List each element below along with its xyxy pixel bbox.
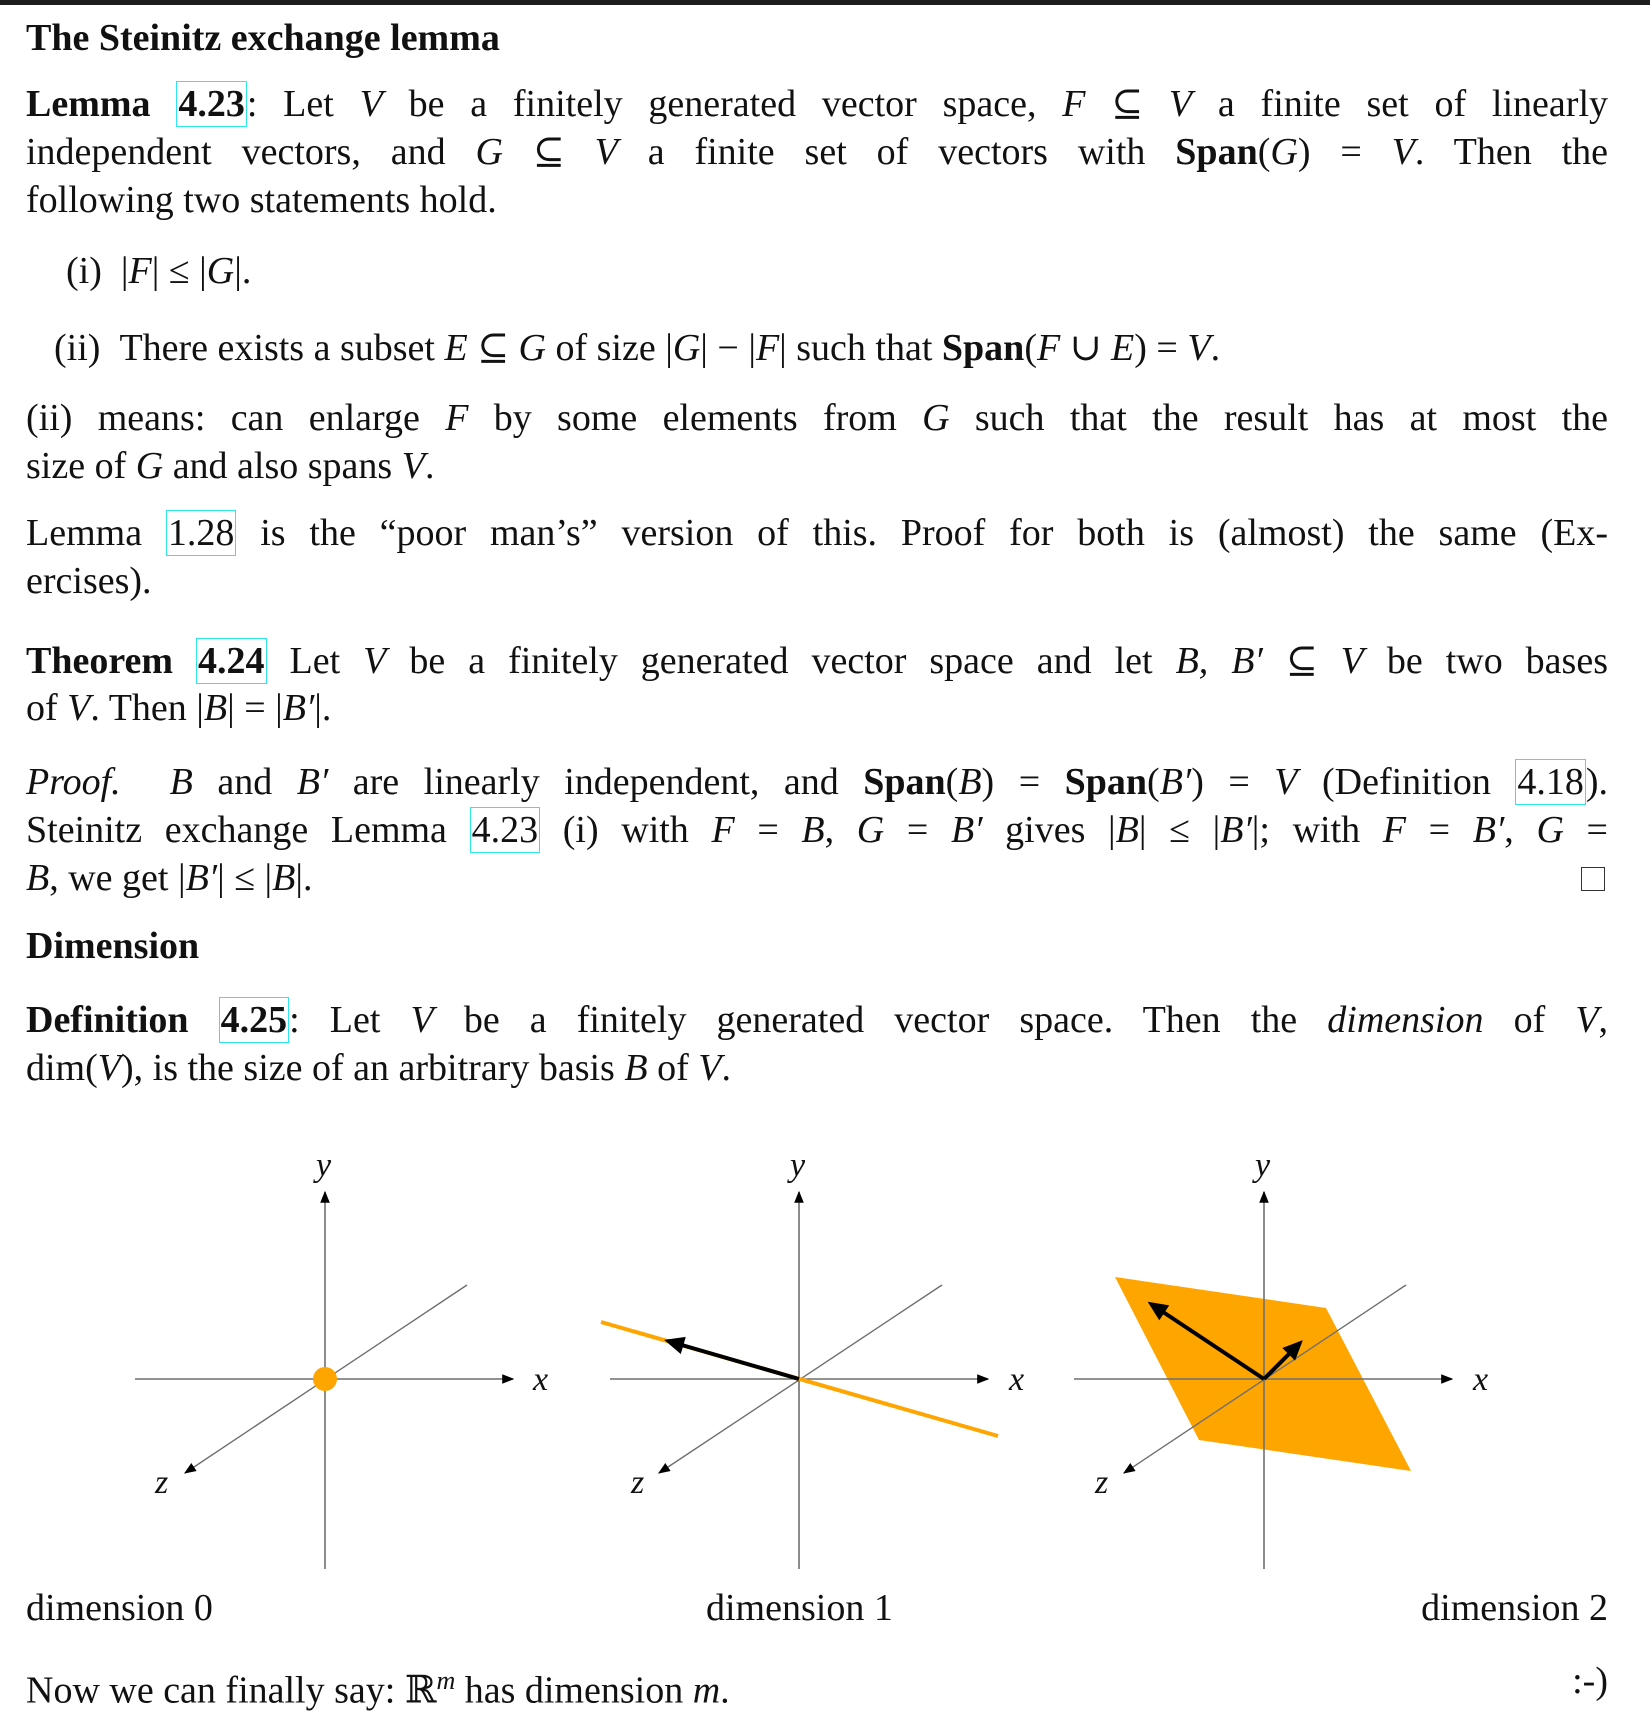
math-var: G <box>922 397 950 439</box>
math-paren: ( <box>1257 131 1271 173</box>
definition-label: Definition <box>26 999 189 1041</box>
math-var: m <box>692 1669 721 1712</box>
math-var: B′ <box>950 809 983 851</box>
lemma-1-28-ref-link[interactable]: 1.28 <box>167 512 235 554</box>
math-var: F <box>128 250 152 292</box>
math-paren: ( <box>1147 761 1160 803</box>
math-var: B′ <box>1472 809 1505 851</box>
z-axis-label: z <box>1095 1464 1109 1501</box>
math-var: F <box>1062 83 1086 125</box>
math-op: = <box>884 809 951 851</box>
text: Let <box>266 640 364 682</box>
text: . <box>424 445 435 487</box>
math-var: B <box>203 687 228 729</box>
math-op: | = | <box>227 687 283 729</box>
math-span: Span <box>863 761 946 803</box>
math-var: G <box>856 809 885 851</box>
text: such that the result has at most the <box>949 397 1608 439</box>
caption-dimension-2: dimension 2 <box>1421 1587 1608 1629</box>
text: : Let <box>246 83 360 125</box>
math-op: | ≤ | <box>151 250 207 292</box>
math-var: V <box>410 999 434 1041</box>
text: size of <box>26 445 136 487</box>
text: of <box>1483 999 1576 1041</box>
text: of <box>26 687 68 729</box>
math-var: F <box>445 397 469 439</box>
caption-dimension-1: dimension 1 <box>706 1587 893 1629</box>
x-axis-label: x <box>533 1361 549 1398</box>
proof-label: Proof. <box>26 761 121 803</box>
math-op: | ≤ | <box>1138 809 1221 851</box>
text: , we get | <box>49 857 186 899</box>
math-var: B <box>169 761 193 803</box>
math-var: G <box>135 445 164 487</box>
dimension-heading: Dimension <box>26 925 200 967</box>
math-var: B <box>624 1047 648 1089</box>
math-var: B, B′ <box>1175 640 1263 682</box>
text: and also spans <box>163 445 402 487</box>
theorem-label: Theorem <box>26 640 174 682</box>
figure-dimension-0 <box>135 1147 548 1569</box>
text: and <box>192 761 297 803</box>
math-op: ⊆ <box>467 327 519 369</box>
math-span: Span <box>941 327 1025 369</box>
z-axis-label: z <box>155 1464 169 1501</box>
lemma-4-23-ref-link[interactable]: 4.23 <box>471 809 539 851</box>
math-func: dim( <box>26 1047 98 1089</box>
math-span: Span <box>1064 761 1148 803</box>
text: ), is the size of an arbitrary basis <box>121 1047 625 1089</box>
text: , <box>1598 999 1608 1041</box>
math-var: G <box>1536 809 1564 851</box>
math-op: ) = <box>1191 761 1275 803</box>
text: be a finitely generated vector space, <box>382 83 1063 125</box>
item-marker: (i) <box>66 250 102 292</box>
math-var: G <box>518 327 546 369</box>
math-var: B <box>26 857 50 899</box>
math-op: ∪ <box>1060 327 1112 369</box>
math-op: ⊆ <box>1262 640 1341 682</box>
origin-point <box>313 1367 337 1391</box>
text: (Definition <box>1297 761 1516 803</box>
math-paren: ( <box>1024 327 1037 369</box>
math-var: F <box>755 327 780 369</box>
text: |; with <box>1251 809 1383 851</box>
math-var: V <box>401 445 425 487</box>
math-var: V <box>1575 999 1599 1041</box>
section-title: The Steinitz exchange lemma <box>26 17 500 59</box>
math-op: ) = <box>1134 327 1188 369</box>
figure-dimension-1 <box>601 1147 1024 1569</box>
lemma-ref-link[interactable]: 4.23 <box>178 83 245 125</box>
text: Now we can finally say: <box>26 1669 405 1712</box>
text: ). <box>1585 761 1608 803</box>
figure-dimension-2 <box>1074 1147 1488 1569</box>
emphasis-dimension: dimension <box>1327 999 1484 1041</box>
y-axis-label: y <box>1255 1147 1271 1184</box>
text: has dimension <box>455 1669 693 1712</box>
math-var: G <box>475 131 503 173</box>
math-var: B <box>801 809 825 851</box>
math-var: G <box>206 250 235 292</box>
math-var: B <box>1115 809 1139 851</box>
smiley: :-) <box>1572 1660 1608 1702</box>
math-var: V <box>1274 761 1298 803</box>
text: is the “poor man’s” version of this. Proof for both is (almost) the same (Ex- <box>236 512 1608 554</box>
text: a finite set of vectors with <box>617 131 1176 173</box>
item-marker: (ii) <box>54 327 101 369</box>
math-var: V <box>594 131 618 173</box>
text: (ii) means: can enlarge <box>26 397 446 439</box>
theorem-ref-link[interactable]: 4.24 <box>198 640 265 682</box>
text: following two statements hold. <box>26 179 497 221</box>
x-axis-label: x <box>1473 1361 1489 1398</box>
math-var: B′ <box>282 687 315 729</box>
math-op: |. <box>314 687 332 729</box>
math-op: | ≤ | <box>217 857 273 899</box>
math-var: V <box>1187 327 1211 369</box>
definition-ref-link[interactable]: 4.25 <box>220 999 288 1041</box>
math-op: , <box>1504 809 1537 851</box>
y-axis-label: y <box>790 1147 806 1184</box>
math-op: ) = <box>981 761 1065 803</box>
x-axis-label: x <box>1009 1361 1025 1398</box>
math-var: V <box>1391 131 1415 173</box>
text: ercises). <box>26 560 152 602</box>
text: are linearly independent, and <box>328 761 864 803</box>
math-op: = <box>1406 809 1473 851</box>
text: Steinitz exchange Lemma <box>26 809 470 851</box>
text: . Then | <box>90 687 204 729</box>
math-var: E <box>1111 327 1135 369</box>
text: be a finitely generated vector space. Then the <box>433 999 1328 1041</box>
math-op: ) = <box>1297 131 1392 173</box>
lemma-label: Lemma <box>26 83 151 125</box>
text: : Let <box>289 999 411 1041</box>
text: be two bases <box>1363 640 1608 682</box>
z-axis-label: z <box>631 1464 645 1501</box>
math-var: V <box>363 640 387 682</box>
math-var: E <box>444 327 468 369</box>
text: of <box>647 1047 699 1089</box>
math-var: B′ <box>296 761 329 803</box>
text: . Then the <box>1414 131 1608 173</box>
text: | such that <box>779 327 942 369</box>
math-var: V <box>1340 640 1364 682</box>
math-reals: ℝ <box>404 1669 437 1712</box>
math-var: B′ <box>1159 761 1192 803</box>
math-var: B′ <box>1220 809 1252 851</box>
math-var: F <box>1382 809 1407 851</box>
text: . <box>721 1047 731 1089</box>
caption-dimension-0: dimension 0 <box>26 1587 213 1629</box>
math-superscript: m <box>436 1666 456 1695</box>
math-op: , <box>824 809 857 851</box>
math-var: B′ <box>185 857 218 899</box>
text: There exists a subset <box>119 327 445 369</box>
math-var: V <box>67 687 91 729</box>
math-var: G <box>672 327 701 369</box>
math-var: F <box>711 809 735 851</box>
math-var: F <box>1036 327 1061 369</box>
math-op: | − | <box>700 327 756 369</box>
text: Lemma <box>26 512 166 554</box>
math-op: ⊆ <box>502 131 595 173</box>
text: (i) with <box>540 809 712 851</box>
math-var: V <box>1168 83 1193 125</box>
text: . <box>1210 327 1221 369</box>
math-var: V <box>698 1047 722 1089</box>
math-paren: ( <box>945 761 959 803</box>
text: by some elements from <box>468 397 923 439</box>
math-var: B <box>272 857 296 899</box>
math-op: ⊆ <box>1085 83 1169 125</box>
math-op: |. <box>234 250 252 292</box>
text: be a finitely generated vector space and let <box>386 640 1176 682</box>
math-op: |. <box>295 857 313 899</box>
math-span: Span <box>1175 131 1258 173</box>
text: gives | <box>982 809 1116 851</box>
text: of size | <box>545 327 673 369</box>
text: independent vectors, and <box>26 131 476 173</box>
definition-4-18-ref-link[interactable]: 4.18 <box>1517 761 1584 803</box>
math-op: = <box>1563 809 1608 851</box>
text: . <box>720 1669 730 1712</box>
math-op: | <box>120 250 129 292</box>
math-op: = <box>734 809 802 851</box>
math-var: B <box>958 761 982 803</box>
basis-vector <box>668 1341 799 1379</box>
math-var: V <box>359 83 383 125</box>
text: a finite set of linearly <box>1192 83 1608 125</box>
span-plane <box>1115 1277 1411 1471</box>
math-var: V <box>97 1047 121 1089</box>
y-axis-label: y <box>316 1147 332 1184</box>
math-var: G <box>1270 131 1298 173</box>
